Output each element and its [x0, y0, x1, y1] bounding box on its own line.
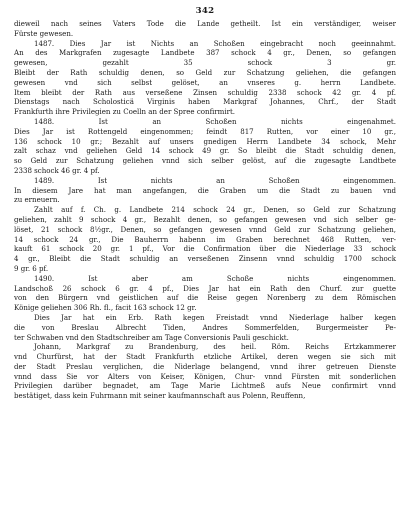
text-line: kauft 61 schock 20 gr. 1 pf., Vor die Confirmation über die Niederlage 33 schock: [14, 244, 396, 254]
text-line: Frankfurth ihre Privilegien zu Coelln an der Spree confirmirt.: [14, 107, 236, 117]
text-line: 136 schock 10 gr.; Bezahlt auf unsers gnedigen Herrn Landbete 34 schock, Mehr: [14, 136, 396, 146]
page-number: 342: [195, 6, 215, 16]
text-line: 1487. Dies Jar ist Nichts an Schoßen eingebracht noch geeinnahmt.: [34, 38, 396, 48]
paragraph: [14, 39, 396, 117]
text-line: 14 schock 24 gr., Die Bauherrn habenn im Graben berechnet 468 Rutten, ver-: [14, 234, 396, 244]
text-line: dieweil nach seines Vaters Tode die Lande getheilt. Ist ein verständiger, weiser: [14, 19, 396, 28]
text-line: Item bleibt der Rath aus verseßene Zinsen schuldig 2338 schock 42 gr. 4 pf.: [14, 87, 396, 97]
text-line: 2338 schock 46 gr. 4 pf.: [14, 165, 100, 175]
paragraph: [14, 19, 396, 39]
text-line: ter Schwaben vnd den Stadtschreiber am Tage Conversionis Pauli geschickt.: [14, 332, 289, 342]
text-line: bestätiget, dass kein Fuhrmann mit seiner kaufmannschaft aus Polenn, Reuffenn,: [14, 391, 306, 401]
text-line: der Stadt Preslau verglichen, die Niderlage belangend, vnnd ihrer getreuen Dienste: [14, 361, 396, 371]
text-line: die von Breslau Albrecht Tiden, Andres Sommerfelden, Burgermeister Pe-: [14, 322, 396, 332]
text-line: In diesem Jare hat man angefangen, die Graben um die Stadt zu bauen vnd: [14, 185, 396, 195]
text-line: Landschoß 26 schock 6 gr. 4 pf., Dies Jar hat ein Rath den Churf. zur guette: [14, 283, 396, 293]
text-body: [14, 19, 396, 401]
text-line: Zahlt auf f. Ch. g. Landbete 214 schock 24 gr., Denen, so Geld zur Schatzung: [34, 205, 396, 215]
text-line: Fürste gewesen.: [14, 28, 74, 38]
text-line: Dienstags nach Scholosticä Virginis haben Markgraf Johannes, Chrf., der Stadt: [14, 97, 396, 107]
paragraph: [14, 176, 396, 205]
text-line: geliehen, zahlt 9 schock 4 gr., Bezahlt denen, so gefangen gewesen vnd sich selber ge-: [14, 214, 396, 224]
text-line: zu erneuern.: [14, 195, 60, 205]
paragraph: [14, 274, 396, 313]
text-line: von den Bürgern vnd geistlichen auf die Reise gegen Norenberg zu dem Römischen: [14, 293, 396, 303]
text-line: vnnd dass Sie vor Alters von Keiser, Königen, Chur- vnnd Fürsten mit sonderlichen: [14, 371, 396, 381]
text-line: vnd Churfürst, hat der Stadt Frankfurth etzliche Artikel, deren wegen sie sich mit: [14, 352, 396, 362]
text-line: 9 gr. 6 pf.: [14, 263, 49, 273]
text-line: Johann, Markgraf zu Brandenburg, des heil. Röm. Reichs Ertzkammerer: [34, 342, 396, 352]
text-line: 1490. Ist aber am Schoße nichts eingenommen.: [34, 273, 396, 283]
text-line: zalt schaz vnd geliehen Geld 14 schock 49 gr. So bleibt die Stadt schuldig denen,: [14, 146, 396, 156]
paragraph: [14, 117, 396, 176]
document-page: [14, 6, 396, 401]
paragraph: [14, 313, 396, 342]
paragraph: [14, 342, 396, 401]
text-line: Dies Jar hat ein Erb. Rath kegen Freistadt vnnd Niederlage halber kegen: [34, 312, 396, 322]
text-line: Dies Jar ist Rottengeld eingenommen; feindt 817 Rutten, vor einer 10 gr.,: [14, 126, 396, 136]
text-line: Könige geliehen 306 Rh. fl., facit 163 schock 12 gr.: [14, 303, 197, 313]
text-line: 1488. Ist an Schoßen nichts eingenahmet.: [34, 116, 396, 126]
text-line: 1489. Ist nichts an Schoßen eingenommen.: [34, 175, 396, 185]
text-line: Bleibt der Rath schuldig denen, so Geld zur Schatzung geliehen, die gefangen: [14, 67, 396, 77]
text-line: gewesen, gezahlt 35 schock 3 gr.: [14, 58, 396, 68]
text-line: löset, 21 schock 8½gr., Denen, so gefangen gewesen vnnd Geld zur Schatzung geliehen,: [14, 224, 396, 234]
text-line: Privilegien darüber begnadet, am Tage Marie Lichtmeß aufs Neue confirmirt vnnd: [14, 381, 396, 391]
text-line: 4 gr., Bleibt die Stadt schuldig an verseßenen Zinsenn vnnd schuldig 1700 schock: [14, 254, 396, 264]
text-line: gewesen vnd sich selbst gelöset, an vnseres g. herrn Landbete.: [14, 77, 396, 87]
text-line: so Geld zur Schatzung geliehen vnnd sich selber gelöst, auf die zugesagte Landtbete: [14, 156, 396, 166]
paragraph: [14, 205, 396, 274]
text-line: An des Markgrafen zugesagte Landbete 387 schock 4 gr., Denen, so gefangen: [14, 48, 396, 58]
